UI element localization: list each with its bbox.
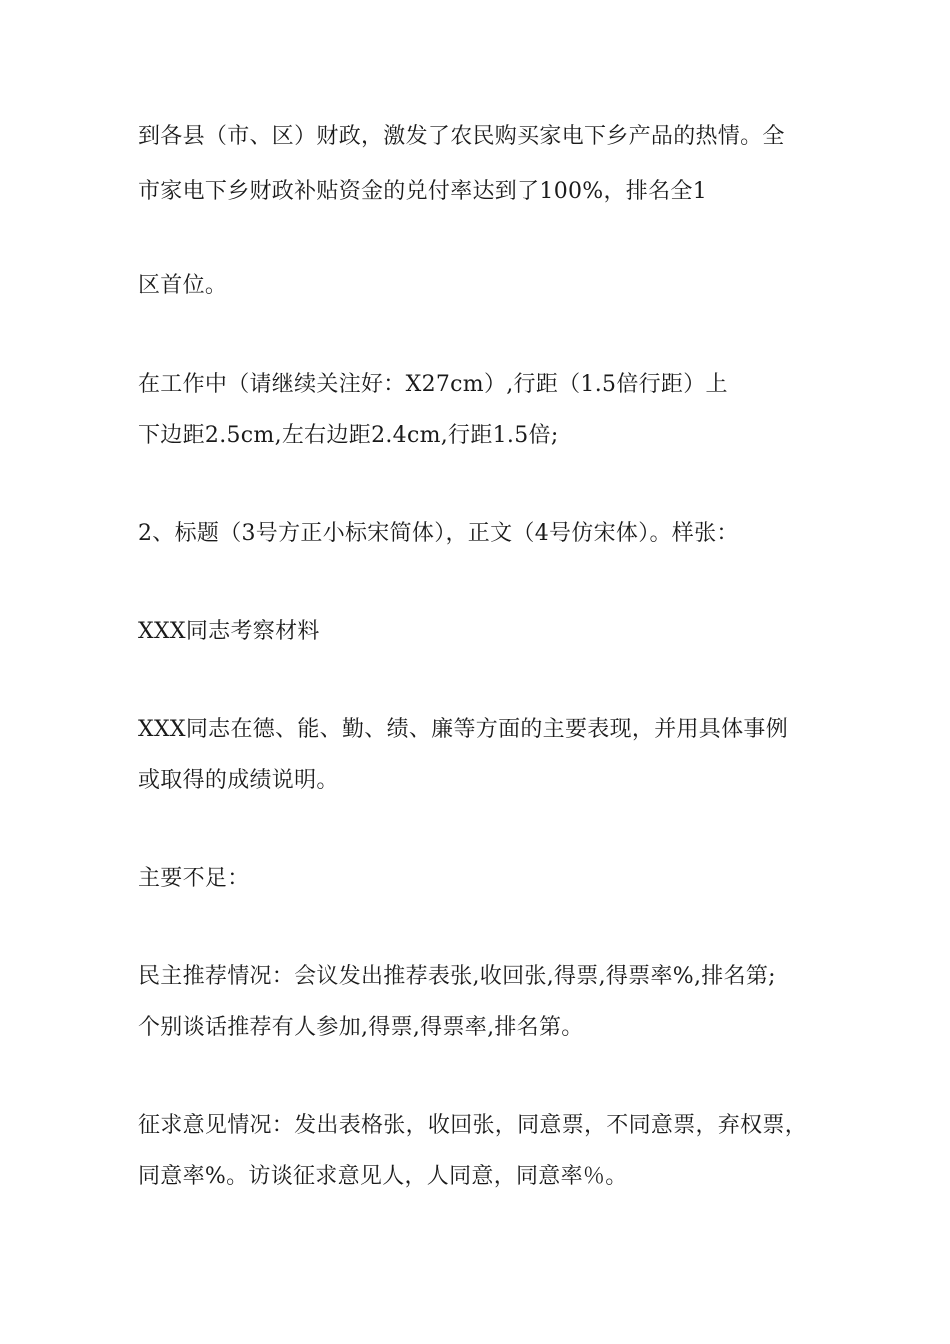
paragraph-line: 民主推荐情况：会议发出推荐表张,收回张,得票,得票率%,排名第; [138, 964, 776, 989]
paragraph-line: 在工作中（请继续关注好：X27cm）,行距（1.5倍行距）上 [138, 372, 728, 397]
paragraph-line: 2、标题（3号方正小标宋简体），正文（4号仿宋体）。样张： [138, 521, 739, 546]
sample-title: XXX同志考察材料 [138, 619, 320, 644]
paragraph-line: 或取得的成绩说明。 [138, 768, 339, 793]
paragraph-line: XXX同志在德、能、勤、绩、廉等方面的主要表现，并用具体事例 [138, 717, 788, 742]
paragraph-line: 区首位。 [138, 273, 228, 298]
paragraph-line: 到各县（市、区）财政，激发了农民购买家电下乡产品的热情。全 [138, 124, 785, 149]
paragraph-line: 征求意见情况：发出表格张，收回张，同意票，不同意票，弃权票， [138, 1113, 808, 1138]
paragraph-line: 市家电下乡财政补贴资金的兑付率达到了100%，排名全1 [138, 179, 707, 204]
paragraph-line: 主要不足： [138, 866, 250, 891]
paragraph-line: 个别谈话推荐有人参加,得票,得票率,排名第。 [138, 1015, 584, 1040]
paragraph-line: 同意率%。访谈征求意见人，人同意，同意率％。 [138, 1164, 628, 1189]
paragraph-line: 下边距2.5cm,左右边距2.4cm,行距1.5倍; [138, 423, 559, 448]
